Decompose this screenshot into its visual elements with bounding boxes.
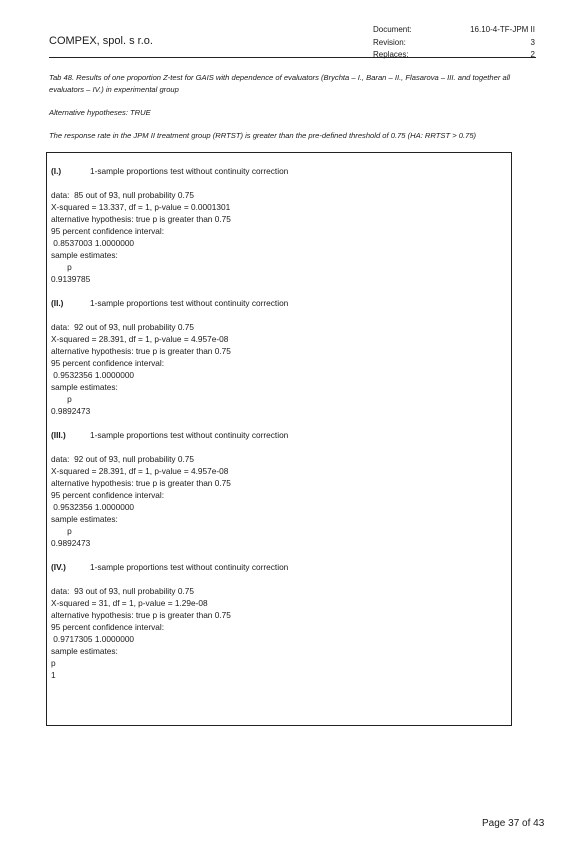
block-title: 1-sample proportions test without continuity correction bbox=[90, 166, 289, 176]
result-line: 0.9532356 1.0000000 bbox=[51, 370, 135, 380]
test-block-ii bbox=[51, 297, 511, 417]
result-line: sample estimates: bbox=[51, 646, 118, 656]
result-line: alternative hypothesis: true p is greater than 0.75 bbox=[51, 610, 231, 620]
meta-label: Revision: bbox=[373, 37, 406, 47]
meta-label: Replaces: bbox=[373, 50, 409, 59]
result-line: p bbox=[51, 394, 72, 404]
result-line: 0.9139785 bbox=[51, 274, 91, 284]
result-line: p bbox=[51, 658, 56, 668]
block-title: 1-sample proportions test without continuity correction bbox=[90, 298, 289, 308]
meta-label: Document: bbox=[373, 25, 412, 34]
result-line: 95 percent confidence interval: bbox=[51, 622, 165, 632]
result-line: 0.9717305 1.0000000 bbox=[51, 634, 135, 644]
result-line: 95 percent confidence interval: bbox=[51, 358, 165, 368]
result-line: data: 85 out of 93, null probability 0.75 bbox=[51, 190, 194, 200]
result-line: data: 93 out of 93, null probability 0.75 bbox=[51, 586, 194, 596]
result-line: 0.9892473 bbox=[51, 406, 91, 416]
result-line: X-squared = 31, df = 1, p-value = 1.29e-08 bbox=[51, 598, 208, 608]
table-title: Tab 48. Results of one proportion Z-test for GAIS with dependence of evaluators (Brychta – I., Baran – II., Flasarova – III. and together all evaluators – IV.) in experimental group bbox=[49, 73, 511, 94]
company-name: COMPEX, spol. s r.o. bbox=[49, 35, 153, 47]
result-line: 1 bbox=[51, 670, 56, 680]
result-line: sample estimates: bbox=[51, 514, 118, 524]
result-line: X-squared = 28.391, df = 1, p-value = 4.957e-08 bbox=[51, 334, 229, 344]
block-heading bbox=[51, 165, 511, 177]
result-line: 95 percent confidence interval: bbox=[51, 226, 165, 236]
meta-row-document bbox=[373, 24, 535, 37]
result-line: alternative hypothesis: true p is greater than 0.75 bbox=[51, 214, 231, 224]
block-heading bbox=[51, 561, 511, 573]
block-id: (III.) bbox=[51, 430, 66, 440]
test-block-iii bbox=[51, 429, 511, 549]
meta-value: 16.10-4-TF-JPM II bbox=[470, 25, 535, 34]
result-line: p bbox=[51, 526, 72, 536]
hypothesis-statement: The response rate in the JPM II treatment group (RRTST) is greater than the pre-defined threshold of 0.75 (HA: RRTST > 0.75) bbox=[49, 131, 477, 140]
table-captions bbox=[49, 72, 539, 142]
block-heading bbox=[51, 297, 511, 309]
result-line: 0.9892473 bbox=[51, 538, 91, 548]
block-id: (I.) bbox=[51, 166, 62, 176]
block-id: (II.) bbox=[51, 298, 64, 308]
meta-row-replaces bbox=[373, 49, 535, 62]
document-meta bbox=[373, 24, 535, 62]
block-id: (IV.) bbox=[51, 562, 66, 572]
result-line: X-squared = 28.391, df = 1, p-value = 4.957e-08 bbox=[51, 466, 229, 476]
test-block-i bbox=[51, 165, 511, 285]
result-line: sample estimates: bbox=[51, 250, 118, 260]
meta-value: 3 bbox=[530, 37, 535, 47]
result-line: data: 92 out of 93, null probability 0.75 bbox=[51, 322, 194, 332]
meta-value: 2 bbox=[530, 50, 535, 59]
block-heading bbox=[51, 429, 511, 441]
alternative-hypotheses-note: Alternative hypotheses: TRUE bbox=[49, 108, 151, 117]
page-number: Page 37 of 43 bbox=[482, 818, 545, 829]
header-divider bbox=[49, 57, 536, 58]
result-line: p bbox=[51, 262, 72, 272]
results-box bbox=[46, 152, 512, 726]
result-line: alternative hypothesis: true p is greater than 0.75 bbox=[51, 478, 231, 488]
result-line: 0.9532356 1.0000000 bbox=[51, 502, 135, 512]
test-block-iv bbox=[51, 561, 511, 681]
result-line: sample estimates: bbox=[51, 382, 118, 392]
result-line: alternative hypothesis: true p is greater than 0.75 bbox=[51, 346, 231, 356]
block-title: 1-sample proportions test without continuity correction bbox=[90, 430, 289, 440]
result-line: 0.8537003 1.0000000 bbox=[51, 238, 135, 248]
block-title: 1-sample proportions test without continuity correction bbox=[90, 562, 289, 572]
result-line: X-squared = 13.337, df = 1, p-value = 0.0001301 bbox=[51, 202, 231, 212]
meta-row-revision bbox=[373, 37, 535, 50]
result-line: data: 92 out of 93, null probability 0.75 bbox=[51, 454, 194, 464]
result-line: 95 percent confidence interval: bbox=[51, 490, 165, 500]
